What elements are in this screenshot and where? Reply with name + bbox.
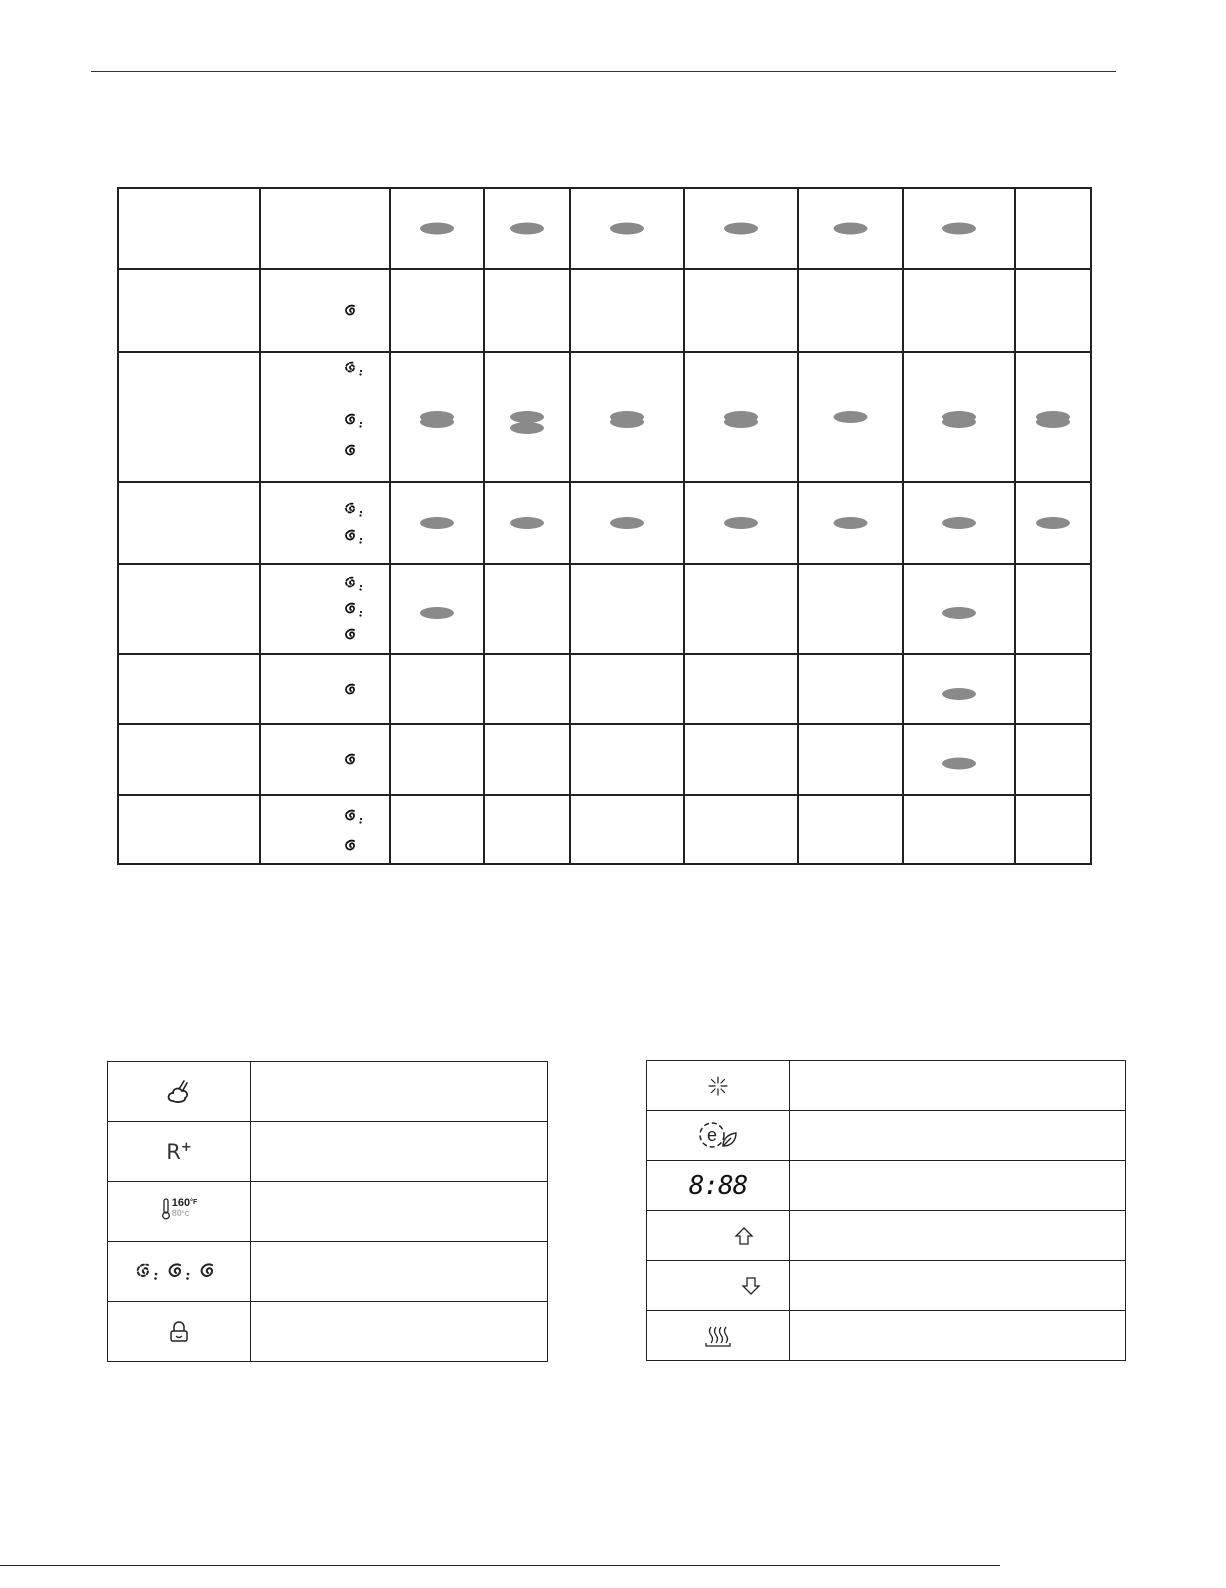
legend-row-child-lock: [108, 1302, 548, 1362]
legend-icon-cell: [108, 1302, 251, 1362]
legend-description-cell: [790, 1261, 1126, 1311]
option-available-dot: [610, 411, 644, 423]
legend-icon-cell: [108, 1182, 251, 1242]
option-available-dot: [610, 517, 644, 529]
option-available-dot: [942, 223, 976, 235]
footer-rule: [0, 1565, 1000, 1566]
medium-spin-icon: [346, 811, 362, 824]
option-available-dot: [510, 411, 544, 423]
option-available-dot: [610, 223, 644, 235]
medium-spin-icon: [346, 531, 362, 544]
rinse-plus-superscript: +: [180, 1139, 192, 1155]
legend-description-cell: [790, 1161, 1126, 1211]
light-spin-icon: [138, 1264, 158, 1279]
legend-row-sparkle: [647, 1061, 1126, 1111]
option-available-dot: [942, 607, 976, 619]
legend-row-time-display: [647, 1161, 1126, 1211]
normal-spin-icon: [346, 755, 354, 764]
medium-spin-icon: [346, 415, 362, 428]
legend-icon-cell: [647, 1211, 790, 1261]
legend-description-cell: [251, 1302, 548, 1362]
option-available-dot: [942, 758, 976, 770]
legend-description-cell: [251, 1122, 548, 1182]
option-available-dot: [420, 607, 454, 619]
legend-icon-cell: [647, 1311, 790, 1361]
legend-icon-cell: [647, 1061, 790, 1111]
option-available-dot: [724, 223, 758, 235]
normal-spin-icon: [346, 446, 354, 455]
option-available-dot: [834, 223, 868, 235]
legend-description-cell: [790, 1311, 1126, 1361]
option-available-dot: [510, 517, 544, 529]
legend-icon-cell: [647, 1111, 790, 1161]
legend-description-cell: [251, 1062, 548, 1122]
eco-icon: [696, 1120, 740, 1152]
option-available-dot: [834, 411, 868, 423]
option-available-dot: [420, 517, 454, 529]
down-arrow-icon: [647, 1274, 789, 1298]
time-display-icon: 8:88: [688, 1170, 748, 1201]
normal-spin-icon: [346, 685, 354, 694]
option-available-dot: [834, 517, 868, 529]
normal-spin-icon: [202, 1264, 212, 1275]
legend-table-left: [107, 1061, 548, 1362]
medium-spin-icon: [346, 604, 362, 617]
option-available-dot: [420, 223, 454, 235]
option-available-dot: [942, 688, 976, 700]
normal-spin-icon: [346, 841, 354, 850]
sanitize-temp-icon: [161, 1198, 197, 1220]
legend-row-spin-levels: [108, 1242, 548, 1302]
legend-row-up: [647, 1211, 1126, 1261]
legend-row-heated-dry: [647, 1311, 1126, 1361]
option-available-dot: [724, 411, 758, 423]
light-spin-icon: [346, 363, 362, 376]
legend-description-cell: [251, 1182, 548, 1242]
up-arrow-icon: [647, 1224, 789, 1248]
unit-fahrenheit: °F: [190, 1199, 198, 1206]
eco-letter: e: [706, 1124, 718, 1145]
legend-icon-cell: [108, 1242, 251, 1302]
legend-icon-cell: [647, 1261, 790, 1311]
unit-celsius: °C: [181, 1211, 190, 1218]
legend-row-sanitize: [108, 1182, 548, 1242]
thermometer-icon: [161, 1198, 171, 1220]
legend-description-cell: [790, 1111, 1126, 1161]
rinse-plus-letter: R: [166, 1139, 181, 1164]
normal-spin-icon: [346, 306, 354, 315]
heated-dry-icon: [703, 1324, 733, 1348]
option-available-dot: [510, 223, 544, 235]
legend-table-right: [646, 1060, 1126, 1361]
legend-description-cell: [790, 1061, 1126, 1111]
temp-celsius: 80: [171, 1208, 182, 1218]
option-available-dot: [724, 517, 758, 529]
option-available-dot: [510, 422, 544, 434]
option-available-dot: [1036, 517, 1070, 529]
sparkle-icon: [707, 1075, 729, 1097]
legend-description-cell: [251, 1242, 548, 1302]
legend-description-cell: [790, 1211, 1126, 1261]
light-spin-icon: [346, 578, 362, 591]
option-available-dot: [1036, 411, 1070, 423]
rinse-plus-icon: [166, 1140, 192, 1164]
legend-icon-cell: [108, 1062, 251, 1122]
temp-fahrenheit: 160: [171, 1197, 191, 1209]
normal-spin-icon: [346, 630, 354, 639]
option-available-dot: [942, 517, 976, 529]
legend-row-eco: [647, 1111, 1126, 1161]
light-spin-icon: [346, 504, 362, 517]
medium-spin-icon: [170, 1264, 190, 1279]
spin-levels-icon: [131, 1259, 227, 1285]
legend-icon-cell: [108, 1122, 251, 1182]
legend-row-rinse-plus: [108, 1122, 548, 1182]
option-available-dot: [420, 411, 454, 423]
legend-row-down: [647, 1261, 1126, 1311]
child-lock-icon: [168, 1320, 190, 1344]
legend-icon-cell: [647, 1161, 790, 1211]
steam-icon: [164, 1077, 194, 1107]
option-available-dot: [942, 411, 976, 423]
legend-row-steam: [108, 1062, 548, 1122]
